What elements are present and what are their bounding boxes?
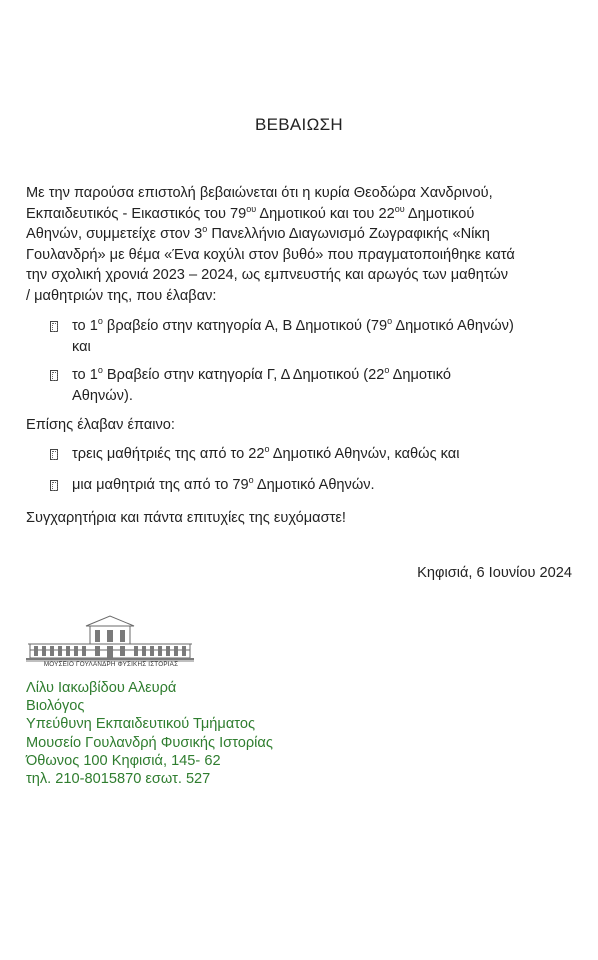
bullet-icon <box>50 321 58 332</box>
signer-phone: τηλ. 210-8015870 εσωτ. 527 <box>26 771 211 788</box>
signature-block <box>26 679 273 788</box>
signer-role: Βιολόγος <box>26 698 85 715</box>
signer-position: Υπεύθυνη Εκπαιδευτικού Τμήματος <box>26 716 255 733</box>
document-title: ΒΕΒΑΙΩΣΗ <box>255 115 343 134</box>
bullet-icon <box>50 480 58 491</box>
signer-address: Όθωνος 100 Κηφισιά, 145- 62 <box>26 752 221 769</box>
signer-name: Λίλυ Ιακωβίδου Αλευρά <box>26 680 177 696</box>
closing-line: Συγχαρητήρια και πάντα επιτυχίες της ευχόμαστε! <box>26 510 346 526</box>
logo-caption: ΜΟΥΣΕΙΟ ΓΟΥΛΑΝΔΡΗ ΦΥΣΙΚΗΣ ΙΣΤΟΡΙΑΣ <box>43 661 179 668</box>
praise-heading: Επίσης έλαβαν έπαινο: <box>26 417 175 433</box>
bullet-icon <box>50 370 58 381</box>
signer-organization: Μουσείο Γουλανδρή Φυσικής Ιστορίας <box>26 734 273 751</box>
intro-paragraph: Με την παρούσα επιστολή βεβαιώνεται ότι η κυρία Θεοδώρα Χανδρινού, Εκπαιδευτικός - Εικαστικός του $79^{o\upsilon}$ Δημοτικού και του $22^{o\upsilon}$ Δημοτικού Αθηνών, συμμετείχε στον $3^o$ Πανελλήνιο Διαγωνισμό Ζωγραφικής «Νίκη Γουλανδρή» με θέμα «Ένα κοχύλι στον βυθό» που πραγματοποιήθηκε κατά την σχολική χρονιά 2023 – 2024, ως εμπνευστής και αρωγός των μαθητών / μαθητριών της, που έλαβαν: <box>26 185 515 304</box>
bullet-icon <box>50 449 58 460</box>
letter-date: Κηφισιά, 6 Ιουνίου 2024 <box>417 565 572 581</box>
